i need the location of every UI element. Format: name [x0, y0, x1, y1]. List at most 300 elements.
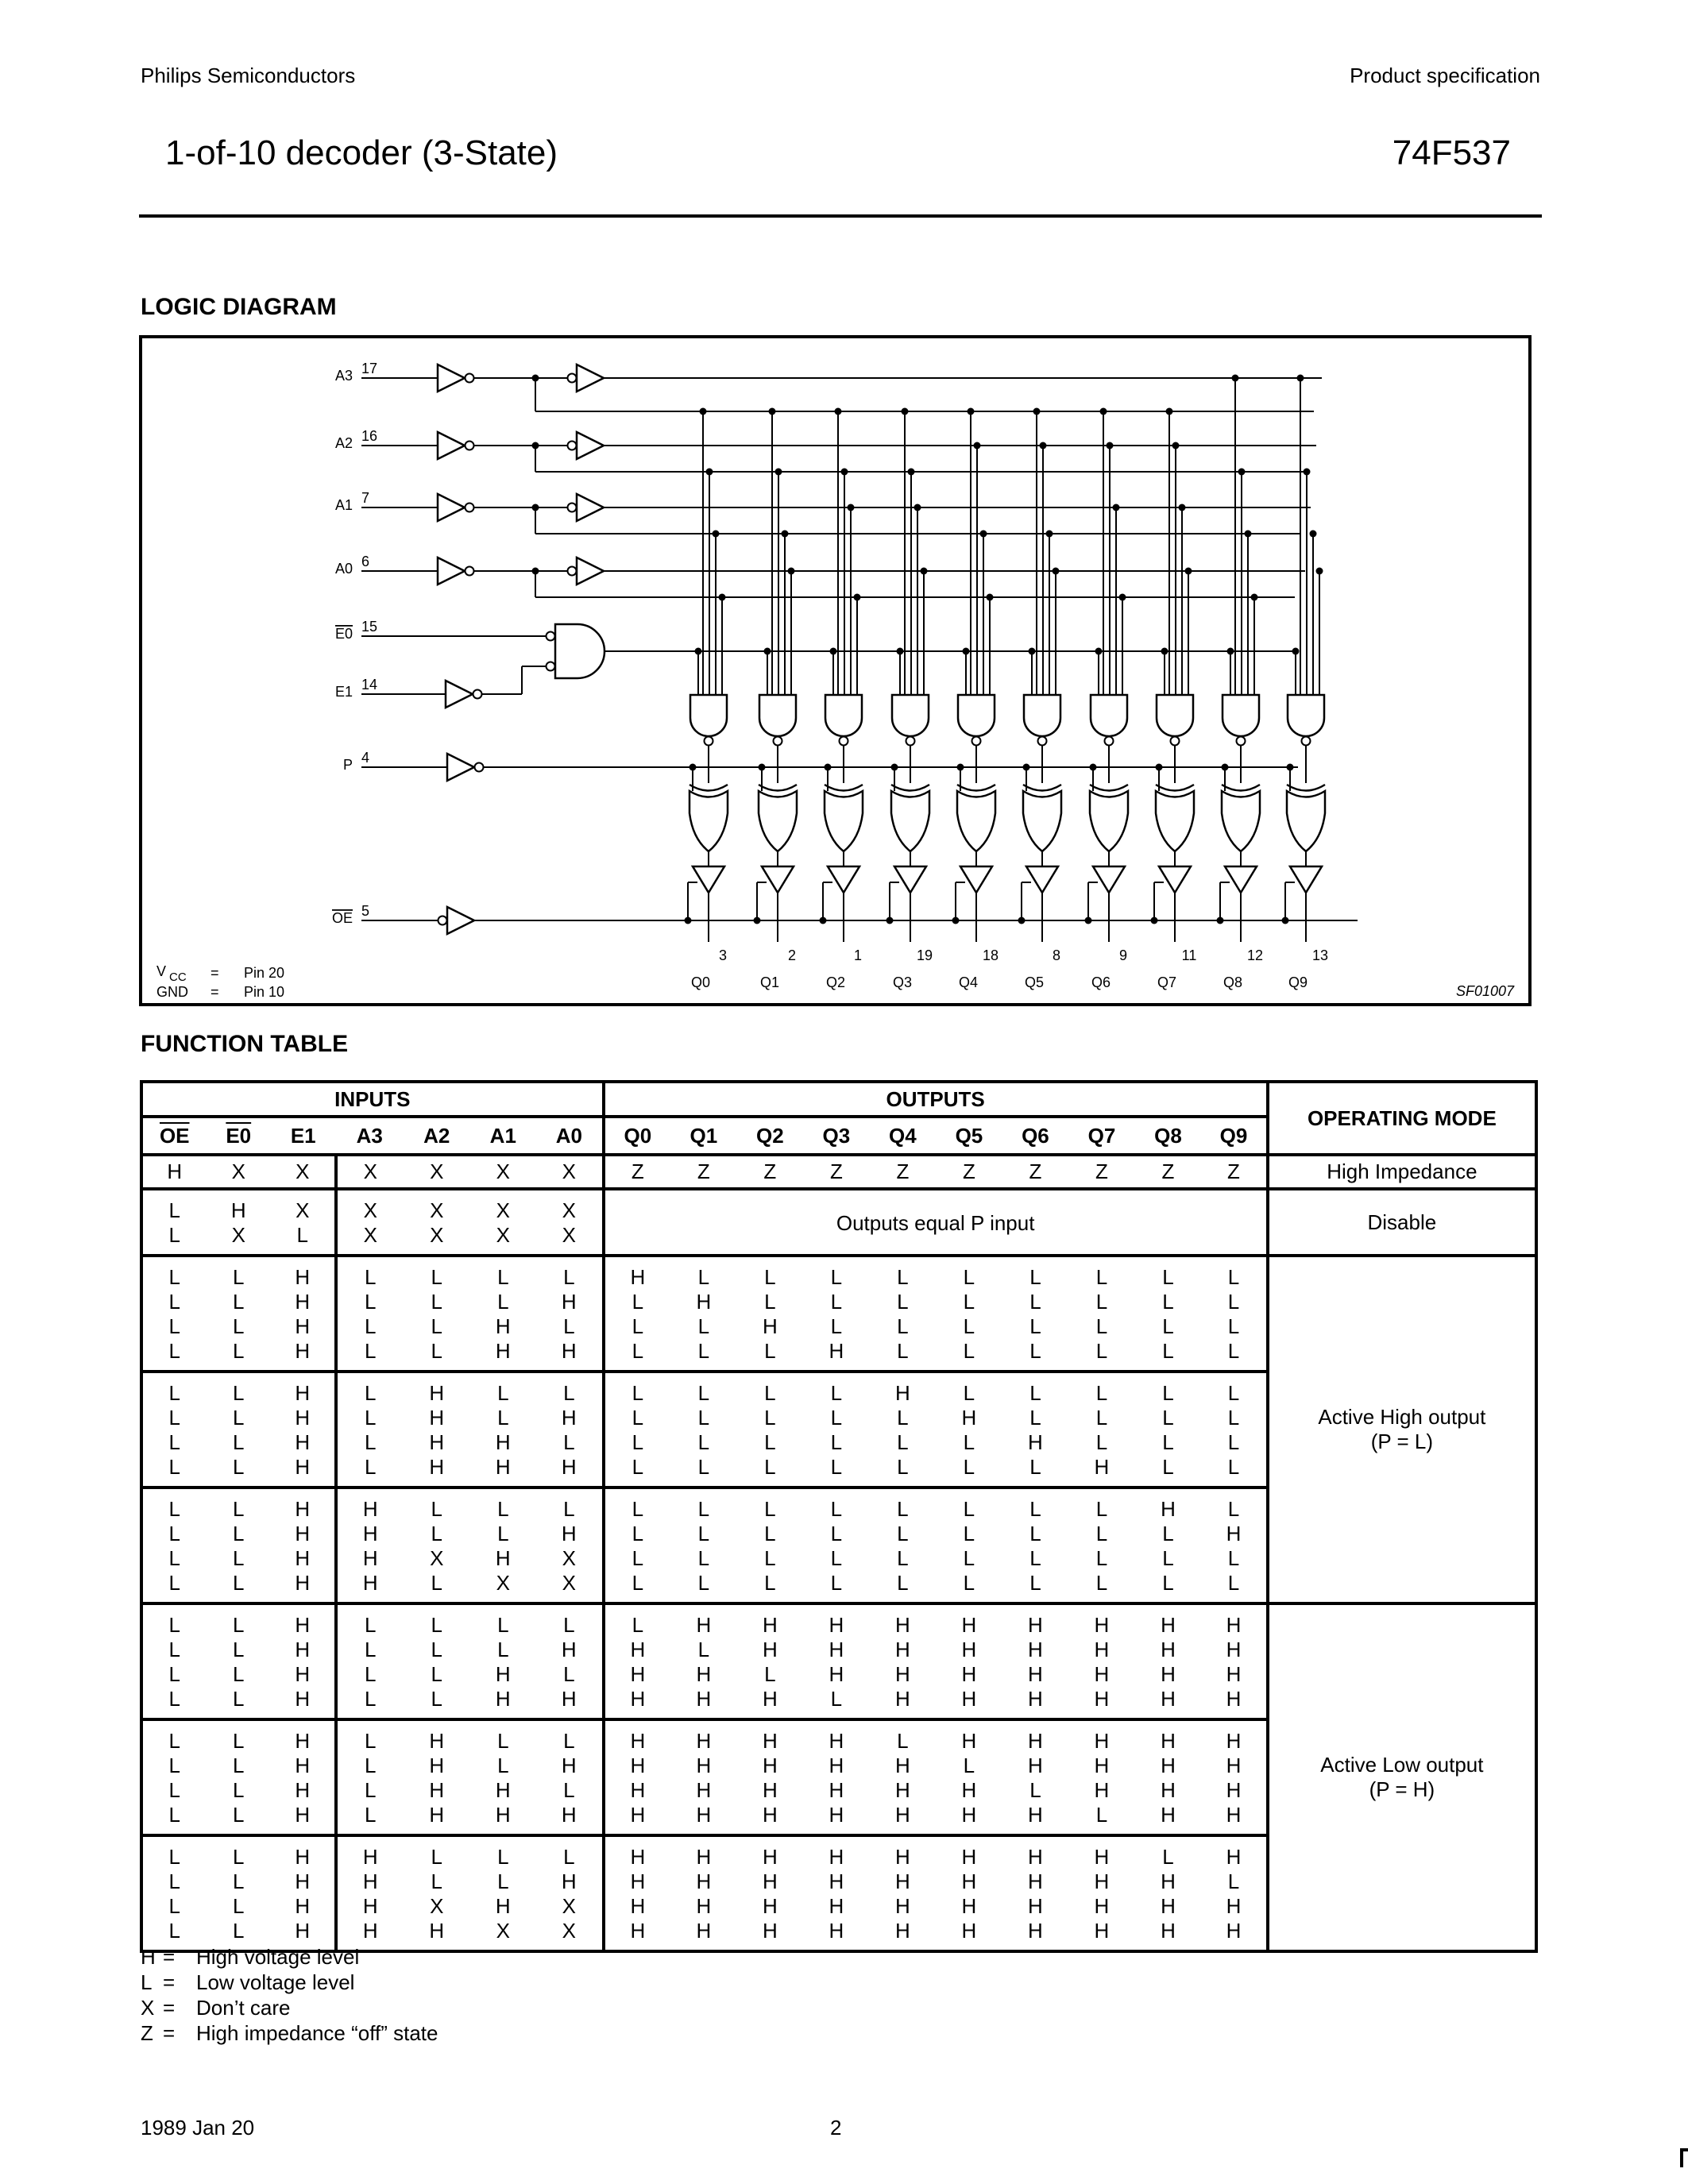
junction-dot	[700, 408, 707, 415]
xor-gate-arc	[1090, 785, 1128, 791]
cell-value: H	[429, 1803, 445, 1827]
column-header-e0	[207, 1117, 272, 1155]
table-cell	[336, 1603, 404, 1719]
cell-value: H	[630, 1778, 646, 1802]
cell-value: H	[295, 1845, 311, 1869]
cell-value: L	[431, 1497, 443, 1521]
cell-value: L	[697, 1430, 710, 1454]
legend-eq: =	[163, 1996, 176, 2020]
junction-dot	[1119, 594, 1126, 601]
cell-value: L	[431, 1687, 443, 1711]
table-cell	[936, 1256, 1002, 1372]
header-company: Philips Semiconductors	[141, 64, 356, 87]
cell-value: H	[829, 1778, 844, 1802]
inversion-bubble	[568, 567, 577, 576]
column-label: Q2	[756, 1123, 784, 1148]
junction-dot	[980, 531, 987, 538]
cell-value: H	[1094, 1455, 1110, 1479]
cell-value: H	[1226, 1803, 1242, 1827]
xor-gate	[825, 791, 863, 851]
table-cell	[737, 1488, 804, 1603]
cell-value: H	[696, 1613, 712, 1637]
table-cell	[404, 1372, 470, 1488]
cell-value: X	[363, 1198, 377, 1222]
cell-value: L	[1095, 1522, 1108, 1545]
cell-value: H	[1094, 1613, 1110, 1637]
cell-value: L	[233, 1729, 245, 1753]
cell-value: H	[429, 1919, 445, 1943]
junction-dot	[1238, 469, 1246, 476]
inversion-bubble	[1171, 737, 1180, 746]
table-cell	[536, 1719, 604, 1835]
cell-value: L	[168, 1571, 180, 1595]
cell-value: L	[1162, 1571, 1174, 1595]
column-header-oe	[141, 1117, 207, 1155]
cell-value: L	[168, 1687, 180, 1711]
table-cell	[870, 1488, 937, 1603]
cell-value: H	[561, 1754, 577, 1777]
cell-value: H	[1226, 1919, 1242, 1943]
cell-value: L	[168, 1223, 180, 1247]
cell-value: L	[431, 1339, 443, 1363]
cell-value: L	[1162, 1845, 1174, 1869]
cell-value: L	[632, 1314, 644, 1338]
cell-value: L	[830, 1546, 843, 1570]
cell-value: H	[1226, 1662, 1242, 1686]
cell-value: H	[1161, 1754, 1176, 1777]
cell-value: H	[495, 1687, 511, 1711]
cell-value: L	[365, 1662, 377, 1686]
table-cell	[670, 1488, 737, 1603]
cell-value: H	[961, 1406, 977, 1430]
inversion-bubble	[568, 442, 577, 450]
output-pin-number: 19	[916, 947, 933, 963]
operating-mode-cell	[1268, 1189, 1536, 1256]
cell-value: L	[497, 1729, 509, 1753]
nand-gate	[690, 695, 727, 736]
cell-value: H	[630, 1894, 646, 1918]
inversion-bubble	[438, 916, 447, 925]
cell-value: L	[497, 1381, 509, 1405]
cell-value: L	[897, 1314, 909, 1338]
table-cell	[936, 1372, 1002, 1488]
cell-value: L	[963, 1381, 975, 1405]
cell-value: L	[1162, 1339, 1174, 1363]
cell-value: L	[897, 1455, 909, 1479]
cell-value: L	[233, 1406, 245, 1430]
cell-value: L	[1029, 1381, 1041, 1405]
cell-value: L	[897, 1430, 909, 1454]
cell-value: H	[362, 1845, 378, 1869]
cell-value: H	[696, 1662, 712, 1686]
cell-value: H	[1094, 1894, 1110, 1918]
column-header-a0	[536, 1117, 604, 1155]
cell-value: H	[961, 1687, 977, 1711]
cell-value: L	[830, 1497, 843, 1521]
column-header-q5	[936, 1117, 1002, 1155]
mode-label: Disable	[1367, 1210, 1437, 1234]
crop-mark	[1680, 2148, 1688, 2167]
cell-value: H	[295, 1754, 311, 1777]
cell-value: X	[363, 1223, 377, 1247]
cell-value: Z	[697, 1160, 710, 1183]
inversion-bubble	[465, 442, 474, 450]
cell-value: X	[295, 1198, 310, 1222]
pin-number: 14	[361, 677, 378, 693]
cell-value: L	[963, 1754, 975, 1777]
table-cell	[1002, 1835, 1069, 1951]
legend-text: Don’t care	[196, 1996, 291, 2020]
cell-value: X	[496, 1919, 510, 1943]
cell-value: H	[1161, 1894, 1176, 1918]
legend-eq: =	[163, 1970, 176, 1994]
table-cell	[336, 1155, 404, 1189]
cell-value: H	[495, 1894, 511, 1918]
table-cell	[536, 1835, 604, 1951]
cell-value: H	[429, 1778, 445, 1802]
cell-value: L	[497, 1522, 509, 1545]
cell-value: L	[233, 1778, 245, 1802]
nand-gate	[958, 695, 995, 736]
cell-value: H	[429, 1406, 445, 1430]
cell-value: H	[1028, 1687, 1043, 1711]
inversion-bubble	[1105, 737, 1114, 746]
cell-value: H	[1226, 1754, 1242, 1777]
inputs-group-header: INPUTS	[141, 1082, 604, 1117]
cell-value: L	[168, 1638, 180, 1661]
cell-value: L	[563, 1662, 575, 1686]
cell-value: H	[762, 1687, 778, 1711]
output-pin-number: 12	[1246, 947, 1264, 963]
cell-value: H	[429, 1430, 445, 1454]
operating-mode-cell	[1268, 1603, 1536, 1951]
inversion-bubble	[547, 632, 555, 641]
cell-value: H	[762, 1638, 778, 1661]
xor-gate	[1287, 791, 1325, 851]
table-cell	[336, 1189, 404, 1256]
cell-value: H	[295, 1290, 311, 1314]
table-cell	[271, 1372, 336, 1488]
table-cell	[271, 1719, 336, 1835]
output-pin-number: 8	[1052, 947, 1061, 963]
junction-dot	[974, 442, 981, 450]
cell-value: L	[697, 1638, 710, 1661]
cell-value: L	[1029, 1314, 1041, 1338]
cell-value: L	[431, 1613, 443, 1637]
legend-item	[141, 2020, 438, 2046]
inversion-bubble	[774, 737, 782, 746]
cell-value: L	[431, 1314, 443, 1338]
tristate-buffer	[1225, 866, 1257, 893]
cell-value: H	[362, 1894, 378, 1918]
cell-value: Z	[1095, 1160, 1108, 1183]
legend-eq: =	[163, 1945, 176, 1969]
cell-value: H	[1094, 1870, 1110, 1893]
cell-value: L	[1095, 1406, 1108, 1430]
cell-value: L	[897, 1497, 909, 1521]
cell-value: L	[563, 1778, 575, 1802]
cell-value: H	[1094, 1778, 1110, 1802]
table-cell	[207, 1155, 272, 1189]
junction-dot	[775, 469, 782, 476]
cell-value: H	[295, 1638, 311, 1661]
cell-value: L	[963, 1339, 975, 1363]
buffer-gate	[447, 907, 474, 934]
junction-dot	[719, 594, 726, 601]
cell-value: Z	[962, 1160, 975, 1183]
cell-value: H	[630, 1870, 646, 1893]
cell-value: H	[429, 1455, 445, 1479]
cell-value: L	[168, 1845, 180, 1869]
cell-value: H	[495, 1314, 511, 1338]
table-cell	[271, 1155, 336, 1189]
cell-value: L	[1029, 1406, 1041, 1430]
cell-value: H	[1028, 1729, 1043, 1753]
cell-value: X	[496, 1223, 510, 1247]
output-pin-number: 9	[1118, 947, 1128, 963]
cell-value: H	[561, 1870, 577, 1893]
cell-value: L	[1095, 1430, 1108, 1454]
cell-value: L	[365, 1778, 377, 1802]
cell-value: H	[1226, 1638, 1242, 1661]
cell-value: L	[764, 1662, 776, 1686]
nand-gate	[1091, 695, 1127, 736]
table-row-group	[141, 1603, 1536, 1719]
output-label: Q1	[759, 974, 780, 990]
cell-value: L	[365, 1754, 377, 1777]
cell-value: L	[497, 1638, 509, 1661]
page-number: 2	[830, 2116, 842, 2140]
legend-eq: =	[163, 2021, 176, 2045]
legend	[141, 1944, 438, 2046]
cell-value: H	[762, 1845, 778, 1869]
cell-value: L	[897, 1546, 909, 1570]
table-cell	[870, 1835, 937, 1951]
cell-value: H	[630, 1729, 646, 1753]
cell-value: L	[1095, 1290, 1108, 1314]
cell-value: L	[497, 1290, 509, 1314]
xor-gate	[1222, 791, 1260, 851]
inversion-bubble	[568, 374, 577, 383]
column-header-e1	[271, 1117, 336, 1155]
cell-value: L	[764, 1430, 776, 1454]
legend-text: Low voltage level	[196, 1970, 355, 1994]
cell-value: H	[429, 1381, 445, 1405]
cell-value: H	[1028, 1662, 1043, 1686]
xor-gate-arc	[759, 785, 797, 791]
cell-value: L	[764, 1571, 776, 1595]
table-cell	[536, 1155, 604, 1189]
cell-value: L	[1162, 1430, 1174, 1454]
inversion-bubble	[473, 690, 482, 699]
cell-value: L	[168, 1778, 180, 1802]
table-cell	[936, 1603, 1002, 1719]
junction-dot	[968, 408, 975, 415]
cell-value: L	[830, 1430, 843, 1454]
xor-gate-arc	[1023, 785, 1061, 791]
table-cell	[670, 1155, 737, 1189]
table-cell	[536, 1372, 604, 1488]
cell-value: L	[296, 1223, 308, 1247]
cell-value: H	[561, 1803, 577, 1827]
cell-value: L	[168, 1613, 180, 1637]
cell-value: L	[365, 1687, 377, 1711]
cell-value: H	[1226, 1845, 1242, 1869]
cell-value: X	[295, 1160, 310, 1183]
table-row-group	[141, 1256, 1536, 1372]
cell-value: H	[1028, 1613, 1043, 1637]
cell-value: L	[697, 1497, 710, 1521]
table-cell	[470, 1189, 537, 1256]
junction-dot	[1185, 568, 1192, 575]
table-cell	[803, 1488, 870, 1603]
cell-value: L	[632, 1430, 644, 1454]
cell-value: H	[895, 1894, 910, 1918]
cell-value: H	[295, 1265, 311, 1289]
cell-value: L	[233, 1638, 245, 1661]
buffer-gate	[577, 432, 604, 459]
cell-value: L	[1227, 1381, 1240, 1405]
cell-value: H	[961, 1803, 977, 1827]
buffer-gate	[438, 494, 465, 521]
table-cell	[1002, 1603, 1069, 1719]
pin-number: 15	[361, 619, 378, 635]
inversion-bubble	[465, 567, 474, 576]
cell-value: H	[1226, 1894, 1242, 1918]
cell-value: H	[295, 1571, 311, 1595]
cell-value: L	[1227, 1430, 1240, 1454]
column-header-q1	[670, 1117, 737, 1155]
cell-value: L	[963, 1455, 975, 1479]
cell-value: X	[430, 1223, 444, 1247]
cell-value: L	[1029, 1339, 1041, 1363]
header-rule	[139, 214, 1542, 218]
cell-value: L	[697, 1455, 710, 1479]
cell-value: H	[762, 1919, 778, 1943]
cell-value: H	[895, 1662, 910, 1686]
cell-value: H	[696, 1729, 712, 1753]
cell-value: L	[1227, 1870, 1240, 1893]
cell-value: L	[963, 1546, 975, 1570]
cell-value: X	[562, 1546, 576, 1570]
cell-value: L	[365, 1729, 377, 1753]
table-cell	[404, 1256, 470, 1372]
cell-value: L	[233, 1754, 245, 1777]
tristate-buffer	[1026, 866, 1058, 893]
cell-value: L	[830, 1522, 843, 1545]
cell-value: H	[295, 1778, 311, 1802]
cell-value: H	[295, 1314, 311, 1338]
cell-value: L	[963, 1430, 975, 1454]
cell-value: L	[1095, 1546, 1108, 1570]
cell-value: L	[1162, 1265, 1174, 1289]
cell-value: L	[764, 1522, 776, 1545]
table-cell	[1201, 1372, 1268, 1488]
cell-value: L	[431, 1571, 443, 1595]
table-cell	[207, 1372, 272, 1488]
cell-value: H	[1028, 1638, 1043, 1661]
cell-value: H	[630, 1919, 646, 1943]
mode-condition: (P = H)	[1369, 1777, 1435, 1801]
cell-value: L	[632, 1497, 644, 1521]
cell-value: H	[696, 1845, 712, 1869]
cell-value: X	[496, 1198, 510, 1222]
cell-value: H	[829, 1919, 844, 1943]
cell-value: L	[1162, 1314, 1174, 1338]
cell-value: L	[830, 1314, 843, 1338]
cell-value: H	[630, 1687, 646, 1711]
table-cell	[737, 1835, 804, 1951]
cell-value: L	[233, 1919, 245, 1943]
cell-value: H	[762, 1729, 778, 1753]
table-cell	[1201, 1835, 1268, 1951]
cell-value: L	[697, 1406, 710, 1430]
table-cell	[670, 1835, 737, 1951]
table-cell	[271, 1256, 336, 1372]
header-spec-type: Product specification	[1350, 64, 1540, 87]
cell-value: H	[1028, 1803, 1043, 1827]
cell-value: L	[697, 1546, 710, 1570]
legend-key: H	[141, 1945, 156, 1969]
cell-value: H	[895, 1613, 910, 1637]
cell-value: L	[697, 1339, 710, 1363]
junction-dot	[1179, 504, 1186, 511]
cell-value: L	[1029, 1546, 1041, 1570]
cell-value: H	[1028, 1430, 1043, 1454]
cell-value: H	[295, 1339, 311, 1363]
cell-value: H	[295, 1613, 311, 1637]
junction-dot	[1040, 442, 1047, 450]
cell-value: L	[1227, 1339, 1240, 1363]
table-cell	[207, 1256, 272, 1372]
junction-dot	[1166, 408, 1173, 415]
cell-value: L	[632, 1290, 644, 1314]
column-label: Q8	[1154, 1123, 1182, 1148]
table-cell	[936, 1155, 1002, 1189]
cell-value: H	[895, 1754, 910, 1777]
cell-value: X	[231, 1160, 245, 1183]
cell-value: L	[897, 1339, 909, 1363]
cell-value: L	[764, 1406, 776, 1430]
cell-value: H	[295, 1894, 311, 1918]
cell-value: H	[630, 1265, 646, 1289]
output-pin-number: 13	[1311, 947, 1329, 963]
table-cell	[803, 1372, 870, 1488]
cell-value: H	[495, 1430, 511, 1454]
cell-value: H	[1226, 1522, 1242, 1545]
logic-diagram-heading: LOGIC DIAGRAM	[141, 294, 337, 320]
cell-value: L	[497, 1613, 509, 1637]
column-header-q6	[1002, 1117, 1069, 1155]
cell-value: L	[1029, 1571, 1041, 1595]
cell-value: H	[1094, 1638, 1110, 1661]
table-cell	[1002, 1488, 1069, 1603]
cell-value: H	[1161, 1638, 1176, 1661]
operating-mode-cell	[1268, 1155, 1536, 1189]
column-header-q0	[604, 1117, 671, 1155]
column-label: A2	[423, 1123, 450, 1148]
table-cell	[141, 1603, 207, 1719]
cell-value: L	[563, 1729, 575, 1753]
cell-value: H	[295, 1455, 311, 1479]
cell-value: H	[1161, 1870, 1176, 1893]
table-cell	[604, 1719, 671, 1835]
inversion-bubble	[972, 737, 981, 746]
junction-dot	[1172, 442, 1180, 450]
cell-value: L	[632, 1455, 644, 1479]
table-cell	[803, 1719, 870, 1835]
cell-value: H	[429, 1729, 445, 1753]
